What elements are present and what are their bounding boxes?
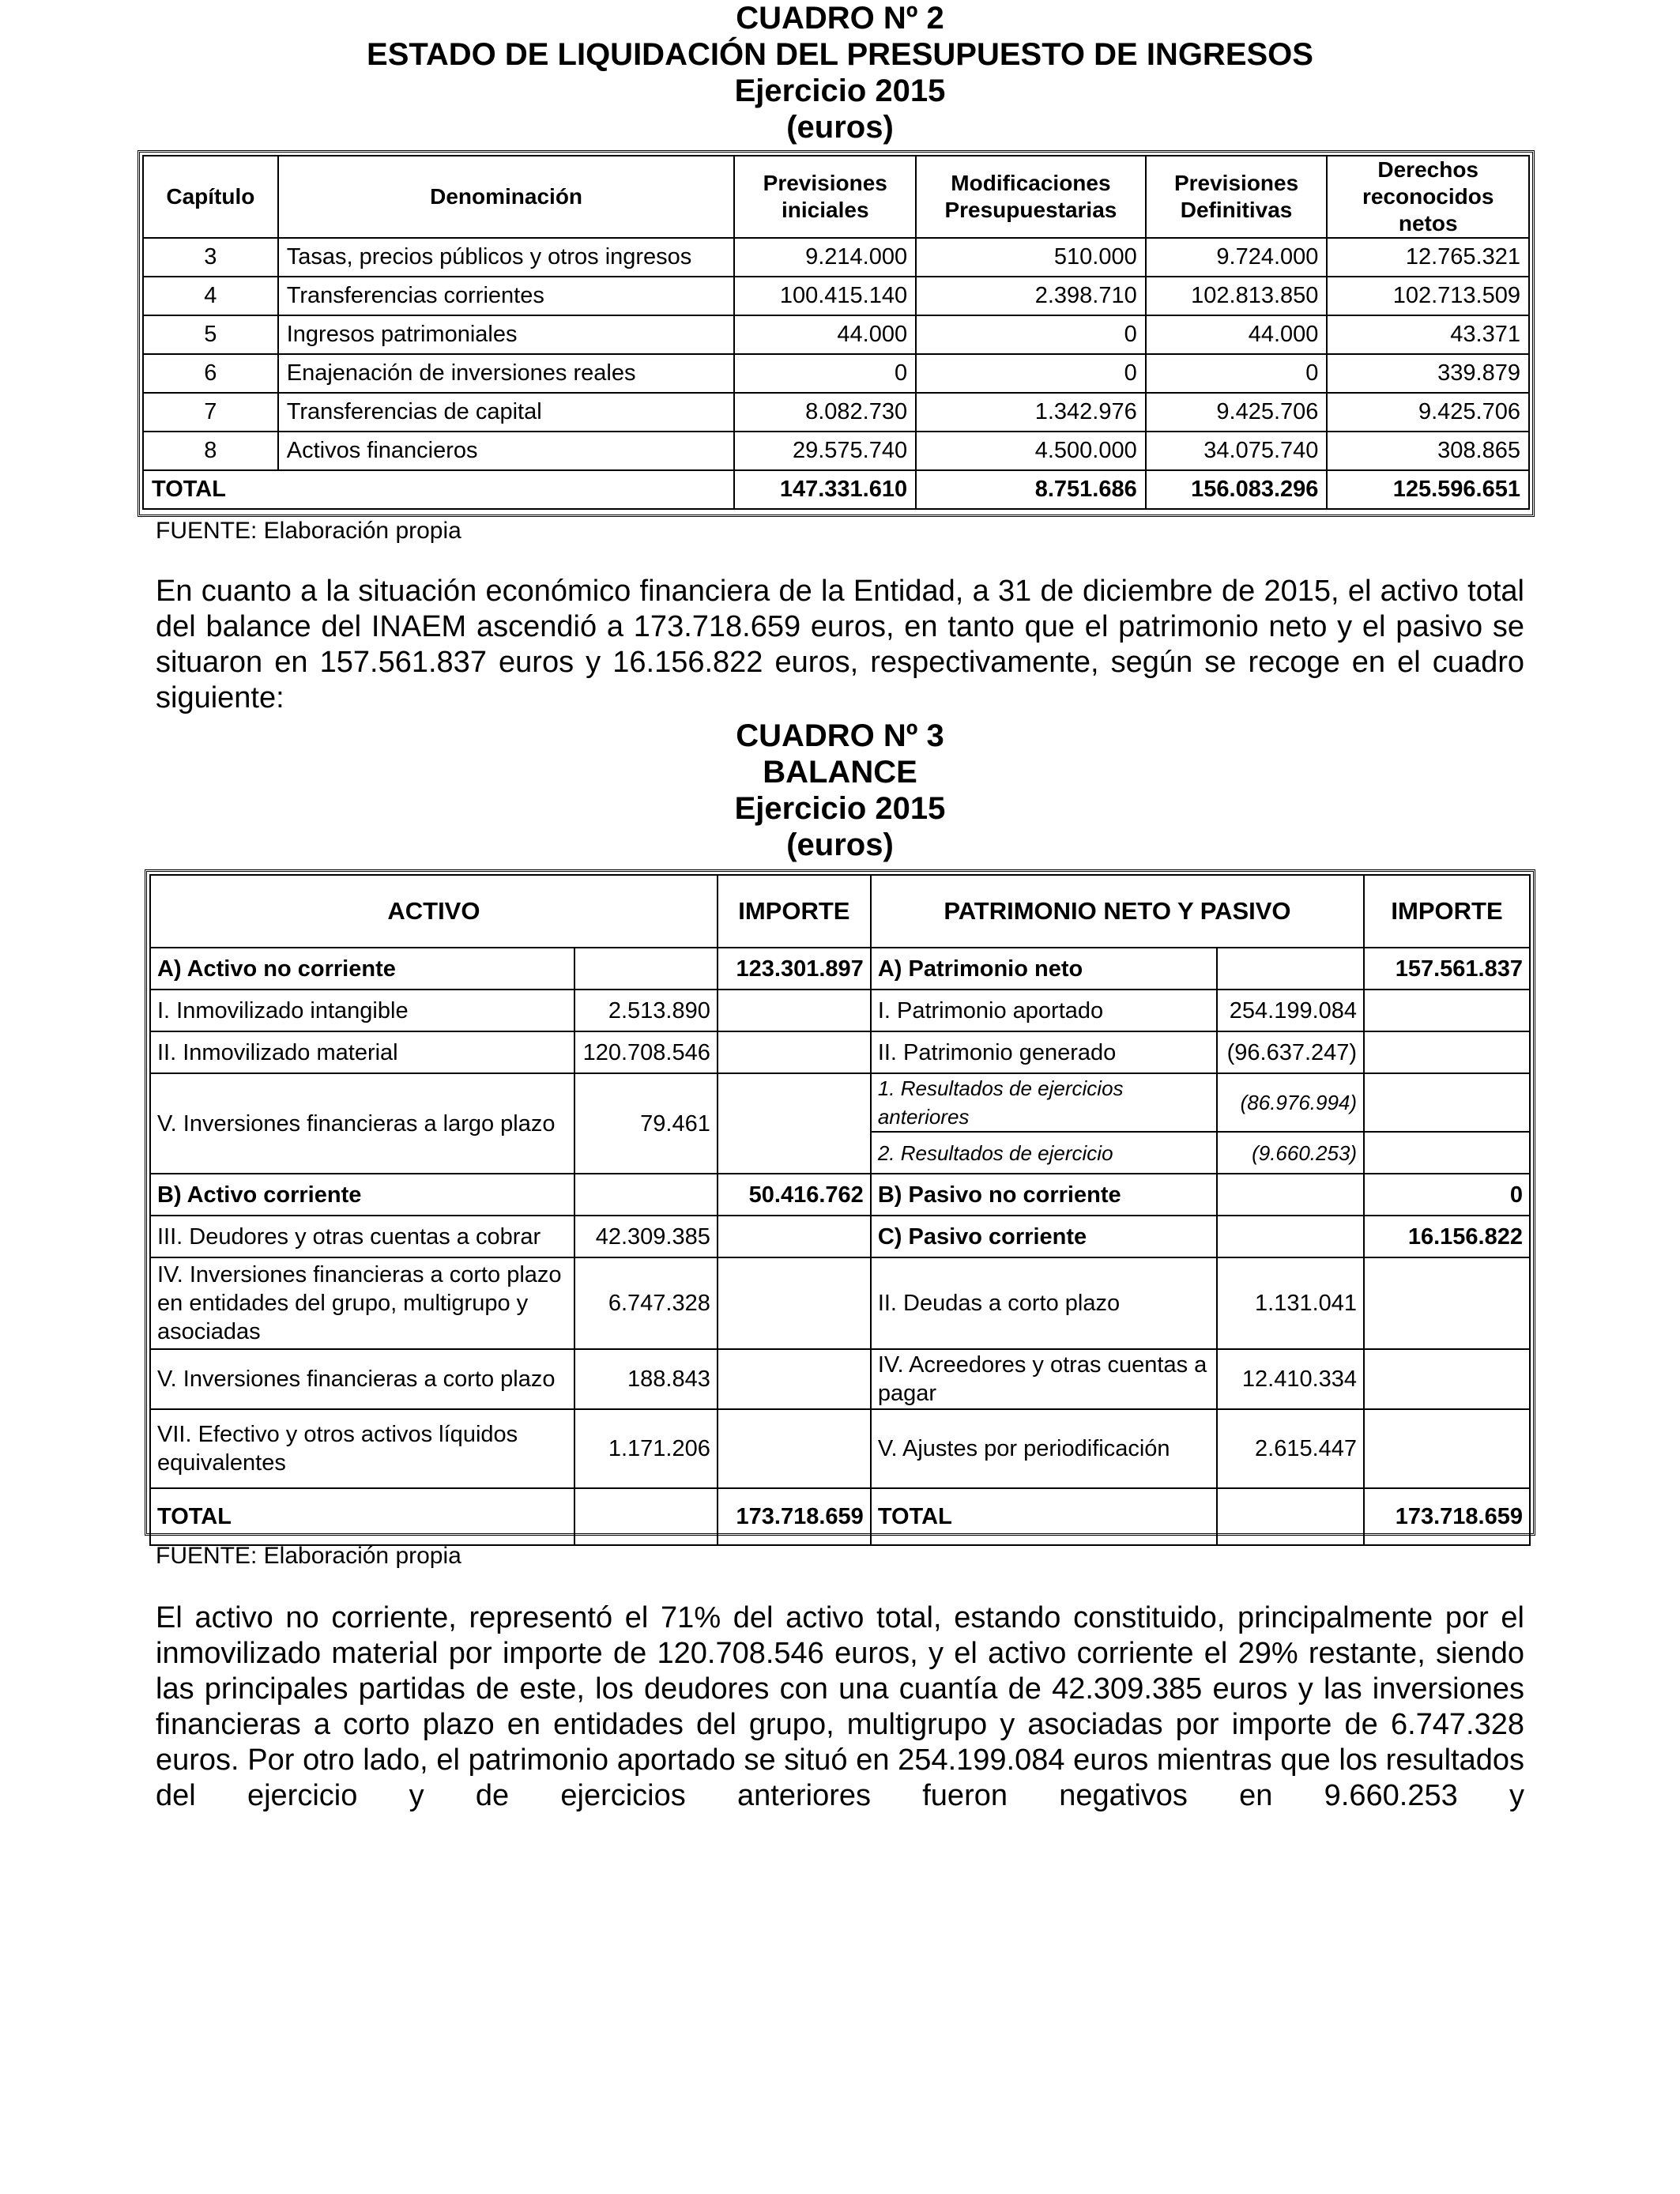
cell: Activos financieros	[278, 432, 735, 470]
cell: 2.615.447	[1217, 1409, 1364, 1488]
cell: IV. Inversiones financieras a corto plazo en entidades del grupo, multigrupo y asociadas	[150, 1257, 574, 1349]
cell: VII. Efectivo y otros activos líquidos equivalentes	[150, 1409, 574, 1488]
table-row	[150, 948, 1530, 990]
header-derechos: Derechos reconocidos netos	[1327, 156, 1529, 238]
cuadro2-table	[142, 155, 1530, 510]
cell: 188.843	[574, 1349, 718, 1409]
cell: V. Inversiones financieras a largo plazo	[150, 1073, 574, 1174]
cell: 42.309.385	[574, 1216, 718, 1257]
header-capitulo: Capítulo	[143, 156, 278, 238]
cell: 6	[143, 354, 278, 393]
cell	[1364, 1132, 1530, 1174]
cell: 120.708.546	[574, 1031, 718, 1073]
paragraph: En cuanto a la situación económico financiera de la Entidad, a 31 de diciembre de 2015, el activo total del balance del INAEM ascendió a 173.718.659 euros, en tanto que el patrimonio neto y el pasivo se situaron en 157.561.837 euros y 16.156.822 euros, respectivamente, según se recoge en el cuadro siguiente:	[156, 575, 1524, 714]
cell: III. Deudores y otras cuentas a cobrar	[150, 1216, 574, 1257]
cell: 12.765.321	[1327, 238, 1529, 277]
table-header-row	[150, 875, 1530, 948]
header-importe: IMPORTE	[1364, 875, 1530, 948]
cell: 6.747.328	[574, 1257, 718, 1349]
cell: Enajenación de inversiones reales	[278, 354, 735, 393]
cell: 44.000	[734, 315, 916, 354]
cell: 9.425.706	[1146, 393, 1328, 432]
cell	[1364, 1409, 1530, 1488]
cuadro3-title	[0, 718, 1680, 863]
cell: 1. Resultados de ejercicios anteriores	[871, 1073, 1217, 1132]
cell	[1364, 1031, 1530, 1073]
cell	[1217, 1216, 1364, 1257]
cell: 34.075.740	[1146, 432, 1328, 470]
total-label: TOTAL	[143, 470, 734, 509]
paragraph: El activo no corriente, representó el 71% del activo total, estando constituido, principalmente por el inmovilizado material por importe de 120.708.546 euros, y el activo corriente el 29% restante, siendo las principales partidas de este, los deudores con una cuantía de 42.309.385 euros y las inversiones financieras a corto plazo en entidades del grupo, multigrupo y asociadas por importe de 6.747.328 euros. Por otro lado, el patrimonio aportado se situó en 254.199.084 euros mientras que los resultados del ejercicio y de ejercicios anteriores fueron negativos en 9.660.253 y	[156, 1601, 1524, 1812]
cell	[1364, 1073, 1530, 1132]
cell: A) Activo no corriente	[150, 948, 574, 990]
cell: 0	[916, 315, 1146, 354]
table-row	[150, 1257, 1530, 1349]
cell: 1.342.976	[916, 393, 1146, 432]
cell: 8.751.686	[916, 470, 1146, 509]
cell: 173.718.659	[718, 1488, 871, 1545]
cell: 125.596.651	[1327, 470, 1529, 509]
cell: 79.461	[574, 1073, 718, 1174]
table-row	[150, 1073, 1530, 1132]
table-row	[150, 990, 1530, 1031]
cell: 9.214.000	[734, 238, 916, 277]
cell: 29.575.740	[734, 432, 916, 470]
cell: (86.976.994)	[1217, 1073, 1364, 1132]
cell: 0	[1146, 354, 1328, 393]
cell: II. Patrimonio generado	[871, 1031, 1217, 1073]
cell	[1217, 1488, 1364, 1545]
cell: 8	[143, 432, 278, 470]
cell	[1217, 948, 1364, 990]
cell: 254.199.084	[1217, 990, 1364, 1031]
header-modificaciones: Modificaciones Presupuestarias	[916, 156, 1146, 238]
table-row	[143, 432, 1529, 470]
cell: 50.416.762	[718, 1174, 871, 1216]
cell: 510.000	[916, 238, 1146, 277]
cell	[718, 1073, 871, 1174]
table-row	[150, 1031, 1530, 1073]
cell: B) Activo corriente	[150, 1174, 574, 1216]
cell: 156.083.296	[1146, 470, 1328, 509]
cell	[1364, 1349, 1530, 1409]
cell: TOTAL	[150, 1488, 574, 1545]
cuadro2-title-line: (euros)	[786, 110, 894, 145]
cell: II. Inmovilizado material	[150, 1031, 574, 1073]
cell: 4.500.000	[916, 432, 1146, 470]
cell: 173.718.659	[1364, 1488, 1530, 1545]
cell: TOTAL	[871, 1488, 1217, 1545]
table-row	[143, 393, 1529, 432]
cell: 4	[143, 277, 278, 315]
cuadro2-title-line: ESTADO DE LIQUIDACIÓN DEL PRESUPUESTO DE INGRESOS	[367, 37, 1313, 72]
cell: 2. Resultados de ejercicio	[871, 1132, 1217, 1174]
cell: 43.371	[1327, 315, 1529, 354]
cell: 1.171.206	[574, 1409, 718, 1488]
cell: 147.331.610	[734, 470, 916, 509]
table-row	[150, 1216, 1530, 1257]
cell	[718, 1031, 871, 1073]
cell: 3	[143, 238, 278, 277]
cell: V. Inversiones financieras a corto plazo	[150, 1349, 574, 1409]
cell	[718, 1257, 871, 1349]
cell: 0	[916, 354, 1146, 393]
cell	[718, 1216, 871, 1257]
cuadro3-source: FUENTE: Elaboración propia	[156, 1543, 461, 1569]
table-total-row	[150, 1488, 1530, 1545]
cell	[1364, 1257, 1530, 1349]
cell: Transferencias corrientes	[278, 277, 735, 315]
cell: (96.637.247)	[1217, 1031, 1364, 1073]
cell	[574, 1488, 718, 1545]
cell: I. Inmovilizado intangible	[150, 990, 574, 1031]
cell: Tasas, precios públicos y otros ingresos	[278, 238, 735, 277]
table-total-row	[143, 470, 1529, 509]
cuadro2-title-line: Ejercicio 2015	[734, 74, 946, 108]
header-importe: IMPORTE	[718, 875, 871, 948]
cell: (9.660.253)	[1217, 1132, 1364, 1174]
cell: 123.301.897	[718, 948, 871, 990]
cuadro3-table	[149, 874, 1531, 1546]
cell: A) Patrimonio neto	[871, 948, 1217, 990]
cell	[718, 1409, 871, 1488]
table-row	[150, 1174, 1530, 1216]
cell: 16.156.822	[1364, 1216, 1530, 1257]
cell: 8.082.730	[734, 393, 916, 432]
table-row	[143, 315, 1529, 354]
cell: Ingresos patrimoniales	[278, 315, 735, 354]
cell: 102.713.509	[1327, 277, 1529, 315]
cell: 9.425.706	[1327, 393, 1529, 432]
header-previsiones-definitivas: Previsiones Definitivas	[1146, 156, 1328, 238]
cell: 12.410.334	[1217, 1349, 1364, 1409]
cell: 308.865	[1327, 432, 1529, 470]
cell: 100.415.140	[734, 277, 916, 315]
header-activo: ACTIVO	[150, 875, 718, 948]
cell	[574, 948, 718, 990]
cell: B) Pasivo no corriente	[871, 1174, 1217, 1216]
cell: II. Deudas a corto plazo	[871, 1257, 1217, 1349]
cell	[574, 1174, 718, 1216]
table-row	[143, 354, 1529, 393]
cell: 102.813.850	[1146, 277, 1328, 315]
cuadro3-title-line: Ejercicio 2015	[734, 791, 946, 826]
cell: 0	[734, 354, 916, 393]
cell	[1217, 1174, 1364, 1216]
cuadro2-title-line: CUADRO Nº 2	[736, 1, 944, 36]
cell: 2.513.890	[574, 990, 718, 1031]
header-patrimonio-pasivo: PATRIMONIO NETO Y PASIVO	[871, 875, 1364, 948]
cuadro3-title-line: (euros)	[786, 827, 894, 862]
cell: 9.724.000	[1146, 238, 1328, 277]
cell: IV. Acreedores y otras cuentas a pagar	[871, 1349, 1217, 1409]
cell: Transferencias de capital	[278, 393, 735, 432]
header-previsiones-iniciales: Previsiones iniciales	[734, 156, 916, 238]
cell: 157.561.837	[1364, 948, 1530, 990]
cell: C) Pasivo corriente	[871, 1216, 1217, 1257]
cuadro2-title	[0, 0, 1680, 145]
table-row	[150, 1349, 1530, 1409]
cell: 44.000	[1146, 315, 1328, 354]
cell: 1.131.041	[1217, 1257, 1364, 1349]
cell: I. Patrimonio aportado	[871, 990, 1217, 1031]
table-row	[150, 1409, 1530, 1488]
cuadro2-source: FUENTE: Elaboración propia	[156, 518, 461, 544]
cell: 7	[143, 393, 278, 432]
cell: 2.398.710	[916, 277, 1146, 315]
cuadro3-title-line: CUADRO Nº 3	[736, 718, 944, 753]
table-row	[143, 277, 1529, 315]
table-row	[143, 238, 1529, 277]
cell	[718, 990, 871, 1031]
cell: 0	[1364, 1174, 1530, 1216]
cell: V. Ajustes por periodificación	[871, 1409, 1217, 1488]
cuadro3-title-line: BALANCE	[763, 755, 917, 790]
header-denominacion: Denominación	[278, 156, 735, 238]
cell	[1364, 990, 1530, 1031]
cell: 5	[143, 315, 278, 354]
cell: 339.879	[1327, 354, 1529, 393]
table-header-row	[143, 156, 1529, 238]
cell	[718, 1349, 871, 1409]
